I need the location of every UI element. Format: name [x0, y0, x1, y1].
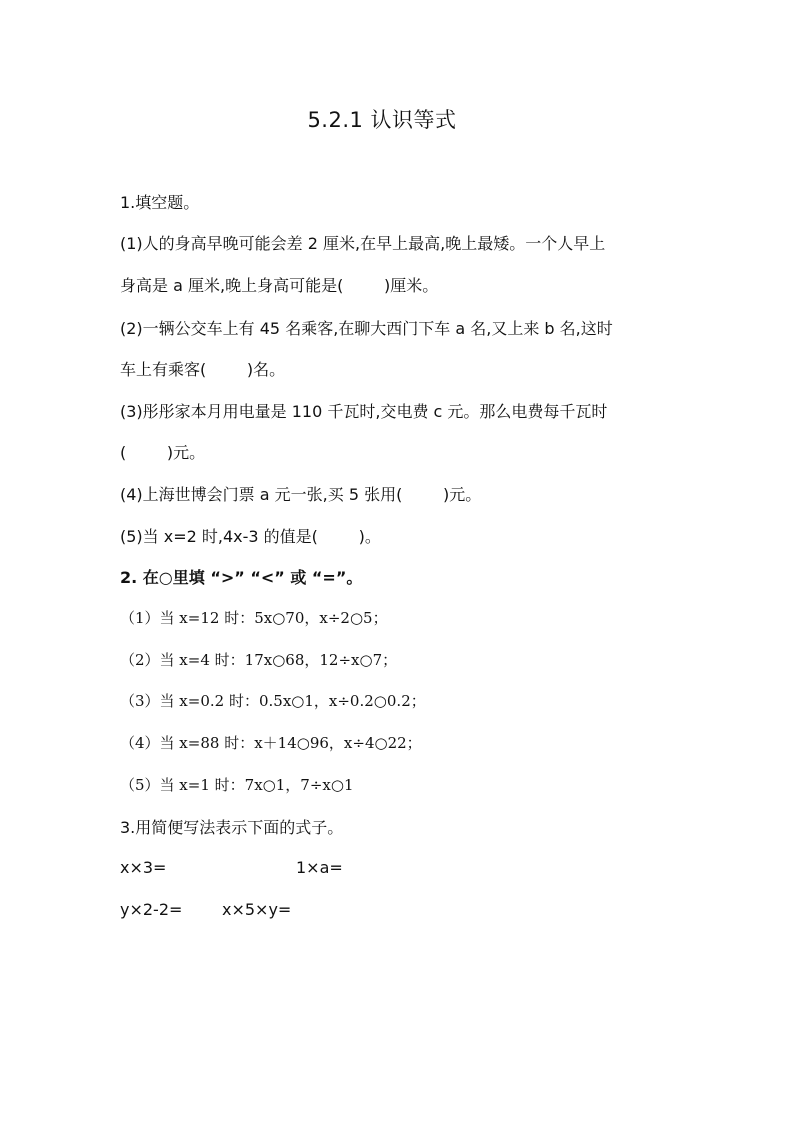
page-title: 5.2.1 认识等式: [307, 108, 457, 132]
section1-heading: 1.填空题。: [120, 193, 200, 212]
question-2-line-1: (2)一辆公交车上有 45 名乘客,在聊大西门下车 a 名,又上来 b 名,这时: [120, 319, 613, 338]
expression-2: 1×a=: [296, 858, 343, 877]
question-4: (4)上海世博会门票 a 元一张,买 5 张用( )元。: [120, 485, 482, 504]
expression-3: y×2-2=: [120, 900, 183, 919]
question-2-line-2: 车上有乘客( )名。: [120, 360, 286, 379]
question-1-line-2: 身高是 a 厘米,晚上身高可能是( )厘米。: [120, 276, 439, 295]
expression-4: x×5×y=: [222, 900, 292, 919]
section2-heading: 2. 在○里填 “>” “<” 或 “=”。: [120, 568, 363, 587]
question-1-line-1: (1)人的身高早晚可能会差 2 厘米,在早上最高,晚上最矮。一个人早上: [120, 234, 606, 253]
comparison-item-2: （2）当 x=4 时：17x○68，12÷x○7；: [120, 651, 398, 669]
question-3-line-2: ( )元。: [120, 443, 206, 462]
question-5: (5)当 x=2 时,4x-3 的值是( )。: [120, 527, 381, 546]
comparison-item-4: （4）当 x=88 时：x＋14○96，x÷4○22；: [120, 734, 422, 752]
comparison-item-1: （1）当 x=12 时：5x○70，x÷2○5；: [120, 609, 388, 627]
expression-1: x×3=: [120, 858, 167, 877]
question-3-line-1: (3)彤彤家本月用电量是 110 千瓦时,交电费 c 元。那么电费每千瓦时: [120, 402, 608, 421]
comparison-item-5: （5）当 x=1 时：7x○1，7÷x○1: [120, 776, 354, 794]
section3-heading: 3.用简便写法表示下面的式子。: [120, 818, 344, 837]
comparison-item-3: （3）当 x=0.2 时：0.5x○1，x÷0.2○0.2；: [120, 692, 426, 710]
